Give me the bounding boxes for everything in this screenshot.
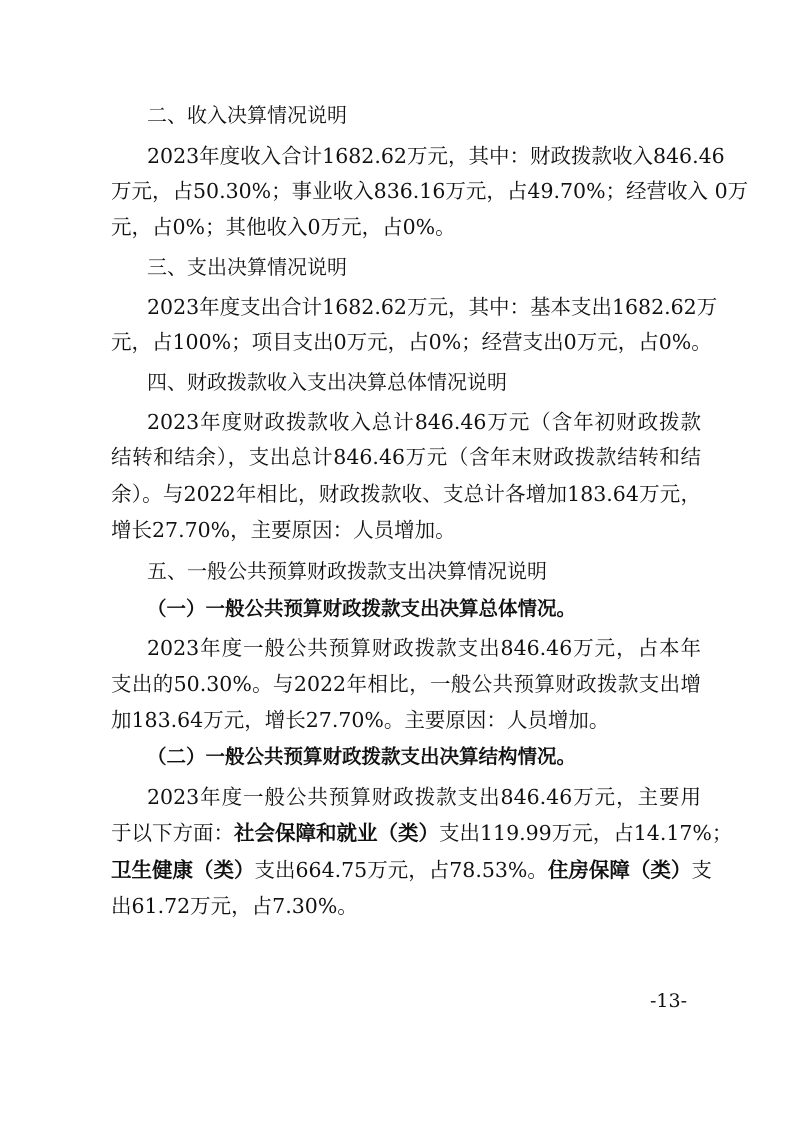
- paragraph-line: 加183.64万元，增长27.70%。主要原因：人员增加。: [111, 708, 610, 732]
- page-number: -13-: [650, 990, 688, 1012]
- paragraph-line-structure-2: [111, 856, 712, 884]
- text-run: 支出119.99万元，占14.17%；: [439, 821, 733, 845]
- section-heading-general-budget: 五、一般公共预算财政拨款支出决算情况说明: [147, 559, 547, 583]
- paragraph-line: 2023年度收入合计1682.62万元，其中：财政拨款收入846.46: [147, 144, 725, 168]
- paragraph-line: 支出的50.30%。与2022年相比，一般公共预算财政拨款支出增: [111, 672, 701, 696]
- text-run: 于以下方面：: [111, 821, 234, 845]
- paragraph-line-structure-1: [111, 819, 733, 847]
- paragraph-line: 万元，占50.30%；事业收入836.16万元，占49.70%；经营收入 0万: [111, 179, 749, 203]
- paragraph-line: 元，占0%；其他收入0万元，占0%。: [111, 215, 456, 239]
- section-heading-income: 二、收入决算情况说明: [147, 103, 347, 127]
- paragraph-line: 2023年度财政拨款收入总计846.46万元（含年初财政拨款: [147, 410, 701, 434]
- category-health: 卫生健康（类）: [111, 858, 255, 882]
- paragraph-line: 增长27.70%，主要原因：人员增加。: [111, 518, 456, 542]
- category-social-security: 社会保障和就业（类）: [234, 821, 439, 845]
- section-heading-expense: 三、支出决算情况说明: [147, 255, 347, 279]
- subsection-heading-overall: （一）一般公共预算财政拨款支出决算总体情况。: [147, 597, 577, 620]
- section-heading-fiscal-overall: 四、财政拨款收入支出决算总体情况说明: [147, 370, 507, 394]
- paragraph-line: 2023年度一般公共预算财政拨款支出846.46万元，占本年: [147, 636, 701, 660]
- text-run: 支出664.75万元，占78.53%。: [254, 858, 548, 882]
- text-run: 支: [691, 858, 712, 882]
- category-housing: 住房保障（类）: [547, 858, 692, 882]
- paragraph-line: 元，占100%；项目支出0万元，占0%；经营支出0万元，占0%。: [111, 330, 712, 354]
- subsection-heading-structure: （二）一般公共预算财政拨款支出决算结构情况。: [147, 745, 577, 768]
- paragraph-line: 出61.72万元，占7.30%。: [111, 894, 358, 918]
- paragraph-line: 2023年度支出合计1682.62万元，其中：基本支出1682.62万: [147, 295, 718, 319]
- paragraph-line: 余）。与2022年相比，财政拨款收、支总计各增加183.64万元，: [111, 482, 701, 506]
- paragraph-line: 结转和结余），支出总计846.46万元（含年末财政拨款结转和结: [111, 445, 701, 469]
- paragraph-line: 2023年度一般公共预算财政拨款支出846.46万元，主要用: [147, 785, 701, 809]
